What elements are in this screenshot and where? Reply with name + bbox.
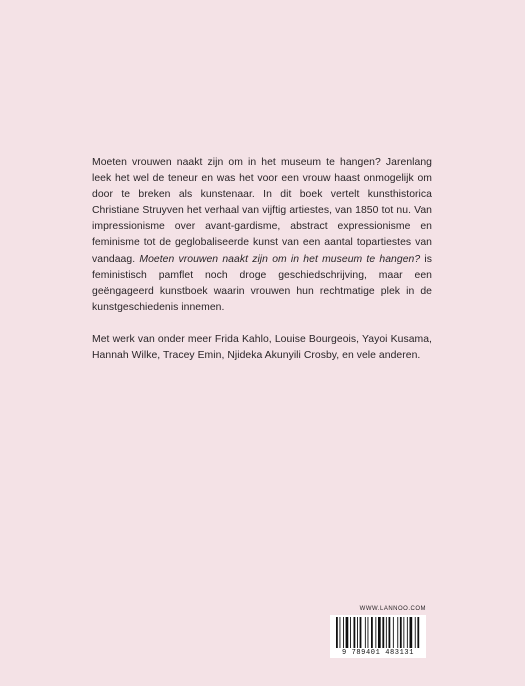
publisher-url: WWW.LANNOO.COM: [359, 606, 426, 612]
book-title-italic: Moeten vrouwen naakt zijn om in het museum te hangen?: [139, 253, 421, 265]
barcode-stripe: [357, 617, 358, 648]
barcode-block: [330, 606, 426, 658]
barcode-stripe: [378, 617, 381, 648]
barcode-stripe: [393, 617, 394, 648]
barcode-stripe: [336, 617, 338, 648]
barcode-stripe: [407, 617, 408, 648]
barcode-stripe: [368, 617, 369, 648]
barcode-stripe: [343, 617, 344, 648]
blurb-paragraph-1: [92, 155, 432, 316]
barcode-stripe: [417, 617, 419, 648]
barcode-stripe: [375, 617, 376, 648]
barcode-stripe: [400, 617, 402, 648]
barcode-stripe: [340, 617, 341, 648]
isbn-number: 9 789401 483131: [341, 649, 414, 657]
barcode-stripe: [386, 617, 387, 648]
blurb-closing-text: is feministisch pamflet noch droge geschiedschrijving, maar een geëngageerd kunstboek waarin vrouwen hun rechtmatige plek in de kunstgeschiedenis innemen.: [92, 253, 433, 313]
back-cover-blurb: [92, 155, 432, 364]
barcode-stripe: [360, 617, 362, 648]
barcode-stripe: [382, 617, 384, 648]
barcode-stripe: [354, 617, 356, 648]
barcode-stripe: [350, 617, 351, 648]
barcode-stripe: [365, 617, 366, 648]
blurb-paragraph-2: Met werk van onder meer Frida Kahlo, Louise Bourgeois, Yayoi Kusama, Hannah Wilke, Tracey Emin, Njideka Akunyili Crosby, en vele anderen.: [92, 333, 432, 362]
barcode-stripe: [403, 617, 404, 648]
barcode-stripe: [371, 617, 373, 648]
barcode-stripe: [397, 617, 398, 648]
barcode-stripe: [389, 617, 391, 648]
blurb-intro-text: Moeten vrouwen naakt zijn om in het museum te hangen? Jarenlang leek het wel de teneur en was het voor een vrouw haast onmogelijk om door te breken als kunstenaar. In dit boek vertelt kunsthistorica Christiane Struyven het verhaal van vijftig artiestes, van 1850 tot nu. Van impressionisme over avant-gardisme, abstract expressionisme en feminisme tot de geglobaliseerde kunst van een aantal topartiestes van vandaag.: [92, 157, 432, 265]
barcode-stripe: [415, 617, 416, 648]
barcode-stripe: [410, 617, 413, 648]
isbn-barcode: [330, 615, 426, 658]
barcode-stripe: [346, 617, 349, 648]
